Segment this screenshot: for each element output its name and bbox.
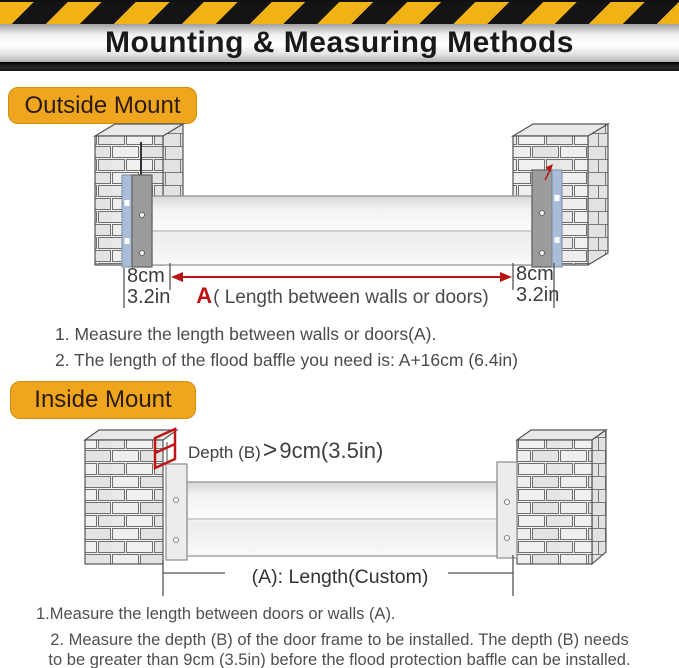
- depth-b-caption: [188, 436, 383, 465]
- page-title: Mounting & Measuring Methods: [105, 26, 574, 59]
- left-overlap-dimension: [127, 266, 170, 308]
- inside-step-2-cont: to be greater than 9cm (3.5in) before the flood protection baffle can be installed.: [48, 651, 631, 668]
- flood-barrier-panel: [152, 196, 532, 265]
- inside-mount-steps: [0, 604, 679, 668]
- outside-mount-steps: [55, 321, 655, 373]
- inside-step-2: 2. Measure the depth (B) of the door frame to be installed. The depth (B) needs: [50, 631, 629, 649]
- depth-b-prefix: Depth (B): [188, 443, 261, 462]
- left-overlap-in: 3.2in: [127, 286, 171, 308]
- depth-b-value: 9cm(3.5in): [279, 438, 384, 463]
- length-custom-caption: (A): Length(Custom): [251, 566, 429, 588]
- left-overlap-cm: 8cm: [127, 265, 165, 287]
- length-a-letter: A: [196, 283, 213, 308]
- inside-step-1: 1.Measure the length between doors or walls (A).: [36, 605, 396, 623]
- mounting-bracket-right: [532, 164, 562, 267]
- greater-than-sign: >: [262, 436, 278, 464]
- outside-mount-badge-label: Outside Mount: [24, 91, 181, 119]
- outside-step-2: 2. The length of the flood baffle you need is: A+16cm (6.4in): [55, 350, 518, 370]
- length-a-text: ( Length between walls or doors): [213, 287, 489, 308]
- right-overlap-in: 3.2in: [516, 284, 560, 306]
- right-overlap-cm: 8cm: [516, 263, 554, 285]
- inside-mount-badge: [10, 381, 196, 419]
- title-underline-bar: [0, 62, 679, 71]
- inside-bracket-right: [497, 462, 517, 558]
- title-banner: [0, 24, 679, 62]
- right-overlap-dimension: [516, 264, 559, 306]
- length-a-caption: [170, 283, 515, 309]
- outside-step-1: 1. Measure the length between walls or doors(A).: [55, 324, 437, 344]
- inside-right-wall: [517, 430, 606, 564]
- flood-barrier-panel-inside: [187, 482, 497, 556]
- outside-mount-badge: [8, 87, 197, 124]
- hazard-stripe-banner: [0, 0, 679, 24]
- inside-bracket-left: [166, 442, 187, 560]
- inside-mount-badge-label: Inside Mount: [34, 386, 172, 413]
